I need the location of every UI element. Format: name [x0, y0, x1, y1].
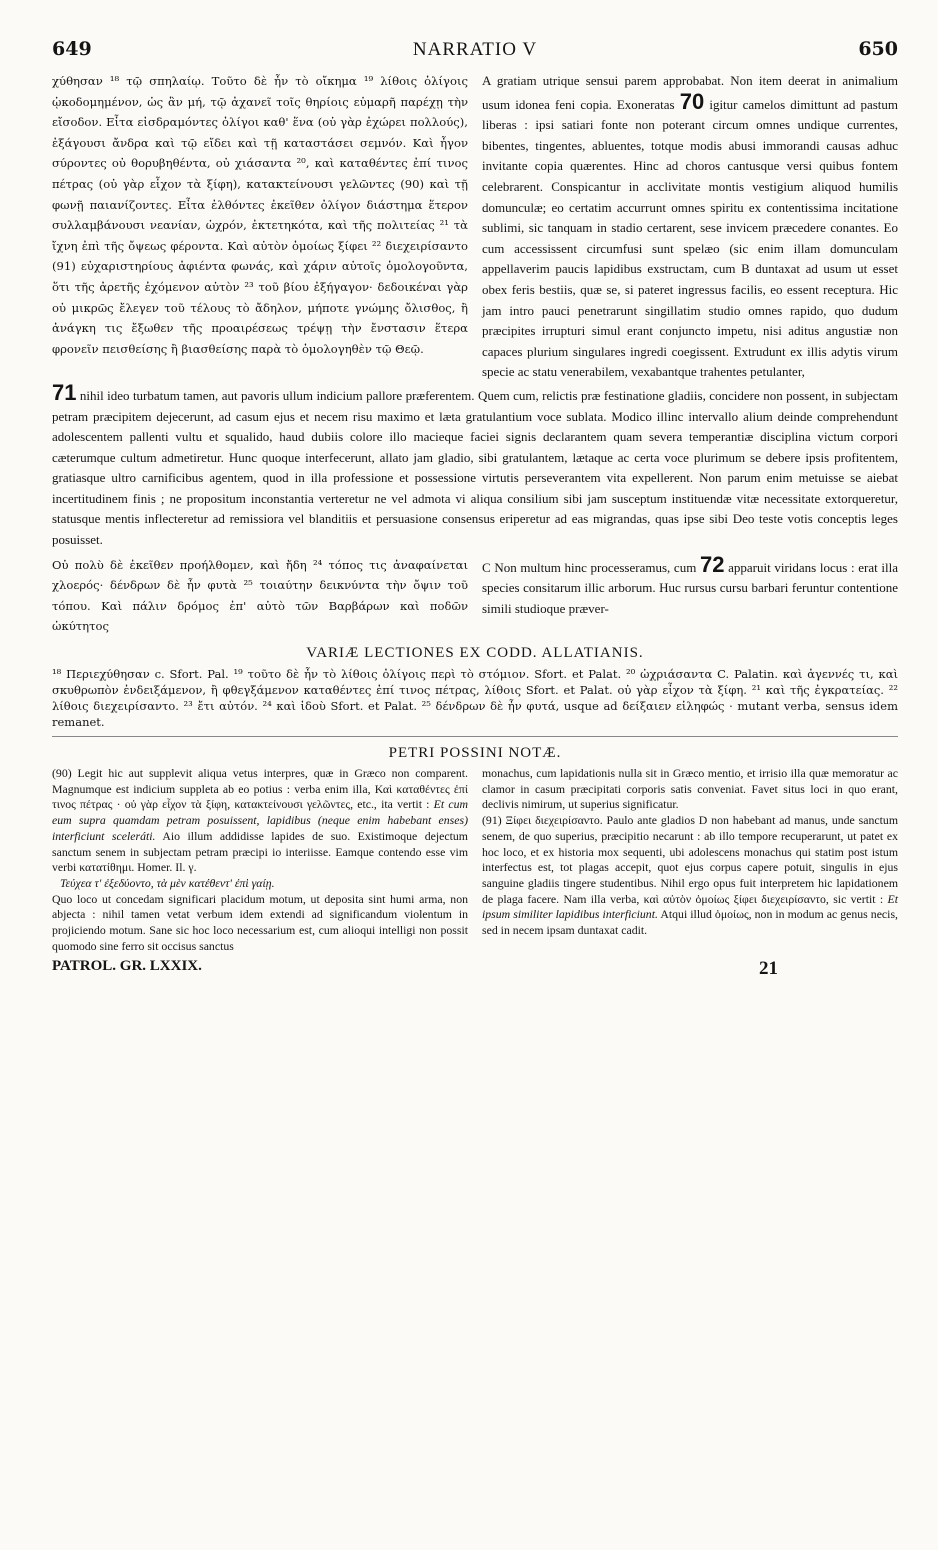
note-90-continued: monachus, cum lapidationis nulla sit in Græco mentio, et irrisio illa quæ memoratur ac clamor in casum præcipitati corporis satis conveniat. Favet situs loci in quo erant, declivis nimirum, ut superius significatur. — [482, 766, 898, 812]
variae-text: ¹⁸ Περιεχύθησαν c. Sfort. Pal. ¹⁹ τοῦτο δὲ ἦν τὸ λίθοις ὀλίγοις περὶ τὸ στόμιον. Sfort. et Palat. ²⁰ ὠχριάσαντα C. Palatin. καὶ ἀγεννές τι, καὶ σκυθρωπὸν ἐνδειξάμενον, ἢ φθεγξάμενον καταθέντες ἐπί τινος πέτρας, λίθοις Sfort. et Palat. οὐ γὰρ εἶχον τὰ ξίφη. ²¹ καὶ τῆς ἐγκρατείας. ²² λίθοις διεχειρίσαντο. ²³ ἔτι αὐτόν. ²⁴ καὶ ἰδοὺ Sfort. et Palat. ²⁵ δένδρων δὲ ἦν φυτά, usque ad δείξαιεν εἰληφώς · mutant verba, sensus idem remanet. — [52, 666, 898, 737]
note-91-italic: Et ipsum similiter lapidibus interficiunt. — [482, 891, 898, 922]
running-title: NARRATIO V — [412, 39, 538, 60]
right-page-number: 650 — [858, 38, 898, 60]
notes-title: PETRI POSSINI NOTÆ. — [388, 745, 562, 762]
greek-text-2: Οὐ πολὺ δὲ ἐκεῖθεν προήλθομεν, καὶ ἤδη ²⁴ τόπος τις ἀναφαίνεται χλοερός· δένδρων δὲ ἦν φυτὰ ²⁵ τοιαύτην δεικνύντα τὴν ὄψιν τοῦ τόπου. Καὶ πάλιν δρόμος ἐπ' αὐτὸ τῶν Βαρβάρων καὶ ποδῶν ὠκύτητος — [52, 557, 468, 634]
note-90 — [52, 766, 468, 876]
margin-number-71: 71 — [52, 379, 77, 405]
signature-number: 21 — [759, 958, 778, 980]
latin-column-1 — [482, 71, 898, 383]
note-90-text-a: (90) Legit hic aut supplevit aliqua vetus interpres, quæ in Græco non comparent. Magnumque est indicium suppleta ab eo potius : verba enim illa, Καὶ καταθέντες ἐπί τινος πέτρας · οὐ γὰρ εἶχον τὰ ξίφη, κατακτείνουσι γελῶντες, etc., ita vertit : — [52, 766, 468, 812]
latin-full-text: nihil ideo turbatum tamen, aut pavoris ullum indicium pallore præferentem. Quem cum, relictis præ festinatione gladiis, concidere non possent, in subjectam petram præcipitem dejecerunt, ad casum ejus et necem risu maximo et læta gratulantium voce sublata. Modico illinc intervallo alium deinde comprehendunt adolescentem pallenti vultu et squalido, haud dubiis colore illo macieque faciei signis declarantem quam severa temperantiæ disciplina victum corpori cæterumque cultum admetiretur. Hunc quoque interfecerunt, allato jam gladio, sibi gratulantem, lætaque ac certa voce plurimum se debere ipsis profitentem, gratiasque ultro carnificibus agentem, quod in illa professione et possessione virtutis perseverantem vita expellerent. Non parum enim metuisse se aiebat incertitudinem finis ; ne propositum inconstantia verteretur ne vel admota vi aliqua consilium sibi jam susceptum instituendæ vitæ necessitate extorqueretur, statusque mentis inflecteretur ad remissiora vel blanditiis et persuasione consensus eriperetur ad eas migrandas, quas ipse sibi Deo teste votis conceptis leges posuisset. — [52, 387, 898, 548]
homer-quote-text: Τεύχεα τ' ἐξεδύοντο, τὰ μὲν κατέθεντ' ἐπὶ γαίῃ. — [60, 875, 275, 890]
note-91-text-a: (91) Ξίφει διεχειρίσαντο. Paulo ante gladios D non habebant ad manus, unde sanctum senem, de quo superius, præcipitio necarunt : ab illo tempore recuperarunt, ut patet ex hoc loco, et ex historia mox sequenti, ubi adolescens monachus qui statim post istum interfectus est, tot plagas accepit, quot ejus corpus capere potuit, singulis in ejus sanguine gladiis tingere studentibus. Nihil ergo opus fuit interpretem hic lapidationem de plaga facere. Nam illa verba, καὶ αὐτὸν ὁμοίως ξίφει διεχειρίσαντο, sic vertit : — [482, 813, 898, 906]
footer-series: PATROL. GR. LXXIX. — [52, 958, 202, 975]
note-90-text-c: Quo loco ut concedam significari placidum motum, ut deposita sint humi arma, non abjecta : nihil tamen vetat verbum idem extendi ad significandum violentum in projiciendo motum. Sane sic hoc loco necessarium est, cum alioqui intelligi non possit quomodo sine ferro sit occisus sanctus — [52, 891, 468, 953]
latin-text-2b: apparuit viridans locus : erat illa species consitarum illic arborum. Huc rursus cursu barbari feruntur contentione simili studioque præver- — [482, 559, 898, 616]
section-1-columns — [52, 71, 898, 383]
latin-text-1c: B duntaxat ad usum ut esset obex feris bestiis, quæ se, si pateret ingressus facilis, eo essent receptura. Hic jam intro pauci penetrarunt singillatim studio omnes rapido, quo dudum præcipites irrupturi simul erant conjuncto impetu, nisi aditus angustiæ non capaces plurium singulares ingredi coegissent. Extrudunt ex illis adytis virum specie ac statu venerabilem, vexabantque trahentes petulanter, — [482, 261, 898, 380]
note-90-text-b: Aio illum addidisse lapides de suo. Existimoque dejectum sanctum senem in subjectam petram præcipi io interiisse. Eamque contendo esse vim verbi κατατίθημι. Homer. Il. γ. — [52, 828, 468, 875]
notes-left-column — [52, 766, 468, 954]
latin-text-2a: C Non multum hinc processeramus, cum — [482, 559, 697, 575]
left-page-number: 649 — [52, 38, 92, 60]
page-header — [52, 38, 898, 61]
greek-column-1 — [52, 71, 468, 383]
latin-full-width — [52, 379, 898, 551]
latin-column-2 — [482, 551, 898, 637]
latin-text-1a: A gratiam utrique sensui parem approbabat. Non item deerat in animalium usum idonea feni copia. Exoneratas — [482, 73, 898, 112]
homer-quote — [52, 876, 468, 892]
greek-text-1: χύθησαν ¹⁸ τῷ σπηλαίῳ. Τοῦτο δὲ ἦν τὸ οἴκημα ¹⁹ λίθοις ὀλίγοις ᾠκοδομημένον, ὡς ἂν μή, τῷ ἀχανεῖ τοῖς θηρίοις εὐμαρῆ παρέχῃ τὴν εἴσοδον. Εἶτα εἰσδραμόντες ὀλίγοι καθ' ἕνα (οὐ γὰρ ἐχώρει πολλούς), ἐξάγουσι ἄνδρα καὶ τῷ εἴδει καὶ τῇ καταστάσει σεμνόν. Καὶ ἦγον σύροντες οὐ θορυβηθέντα, οὐ χιάσαντα ²⁰, καὶ καταθέντες ἐπί τινος πέτρας (οὐ γὰρ εἶχον τὰ ξίφη), κατακτείνουσι γελῶντες (90) καὶ τῇ φωνῇ παιανίζοντες. Εἶτα ἐλθόντες ἐκεῖθεν ὀλίγον διάστημα ἕτερον συλλαμβάνουσι νεανίαν, ὠχρόν, ἐκτετηκότα, καὶ τῆς πολιτείας ²¹ τὰ ἴχνη ἐπὶ τῆς ὄψεως φέροντα. Καὶ αὐτὸν ὁμοίως ξίφει ²² διεχειρίσαντο (91) εὐχαριστηρίους ἀφιέντα φωνάς, καὶ χάριν αὐτοῖς ὁμολογοῦντα, ὅτι τῆς ἀρετῆς ἐχόμενον αὐτὸν ²³ τοῦ βίου ἐξήγαγον· δεδοικέναι γὰρ οὐ μικρῶς ἔλεγεν τοῦ τέλους τὸ ἄδηλον, μήποτε γνώμης ὄλισθος, ἢ ἀνάγκη τις ἔξωθεν τῆς προαιρέσεως τρέψῃ τὴν ἔνστασιν ἕτερα φρονεῖν πεισθείσης ἢ βιασθείσης παρὰ τὸ ὁμολογηθὲν τῷ Θεῷ. — [52, 74, 468, 356]
note-91-text-b: Atqui illud ὁμοίως, non in modum ac genus necis, sed in necem ipsam duntaxat cadit. — [482, 907, 898, 938]
margin-number-72: 72 — [699, 551, 725, 577]
note-90-italic: Et cum eum supra quamdam petram posuissent, lapidibus (neque enim habebant enses) interficiunt sceleráti. — [52, 797, 468, 843]
section-2-columns — [52, 551, 898, 637]
variae-title: VARIÆ LECTIONES EX CODD. ALLATIANIS. — [306, 645, 644, 662]
page-footer — [52, 958, 898, 980]
latin-text-2 — [482, 551, 898, 620]
greek-column-2 — [52, 555, 468, 637]
latin-text-1 — [482, 71, 898, 383]
note-91 — [482, 813, 898, 939]
notes-right-column — [482, 766, 898, 954]
notes-columns — [52, 766, 898, 954]
latin-text-1b: igitur camelos dimittunt ad pastum liberas : ipsi satiari fonte non poterant circum omnes undique currentes, bibentes, tingentes, abluentes, totque modis abusi immorandi causas adhuc invitante copia quærentes. Hinc ad choros cantusque versi quibus fontem celebrarent. Conspicantur in acclivitate montis vestigium aliquod humilis domunculæ; eo certatim accurrunt omnes spiritu ex contentissima incitatione sublimi, sic tanquam in stadio certarent, sese invicem præcedere conantes. Eo cum accessissent circumfusi sunt spelæo (sic enim illam domunculam appellaverim paucis lapidibus exstructam, cum — [482, 96, 899, 277]
margin-number-70: 70 — [679, 88, 705, 114]
